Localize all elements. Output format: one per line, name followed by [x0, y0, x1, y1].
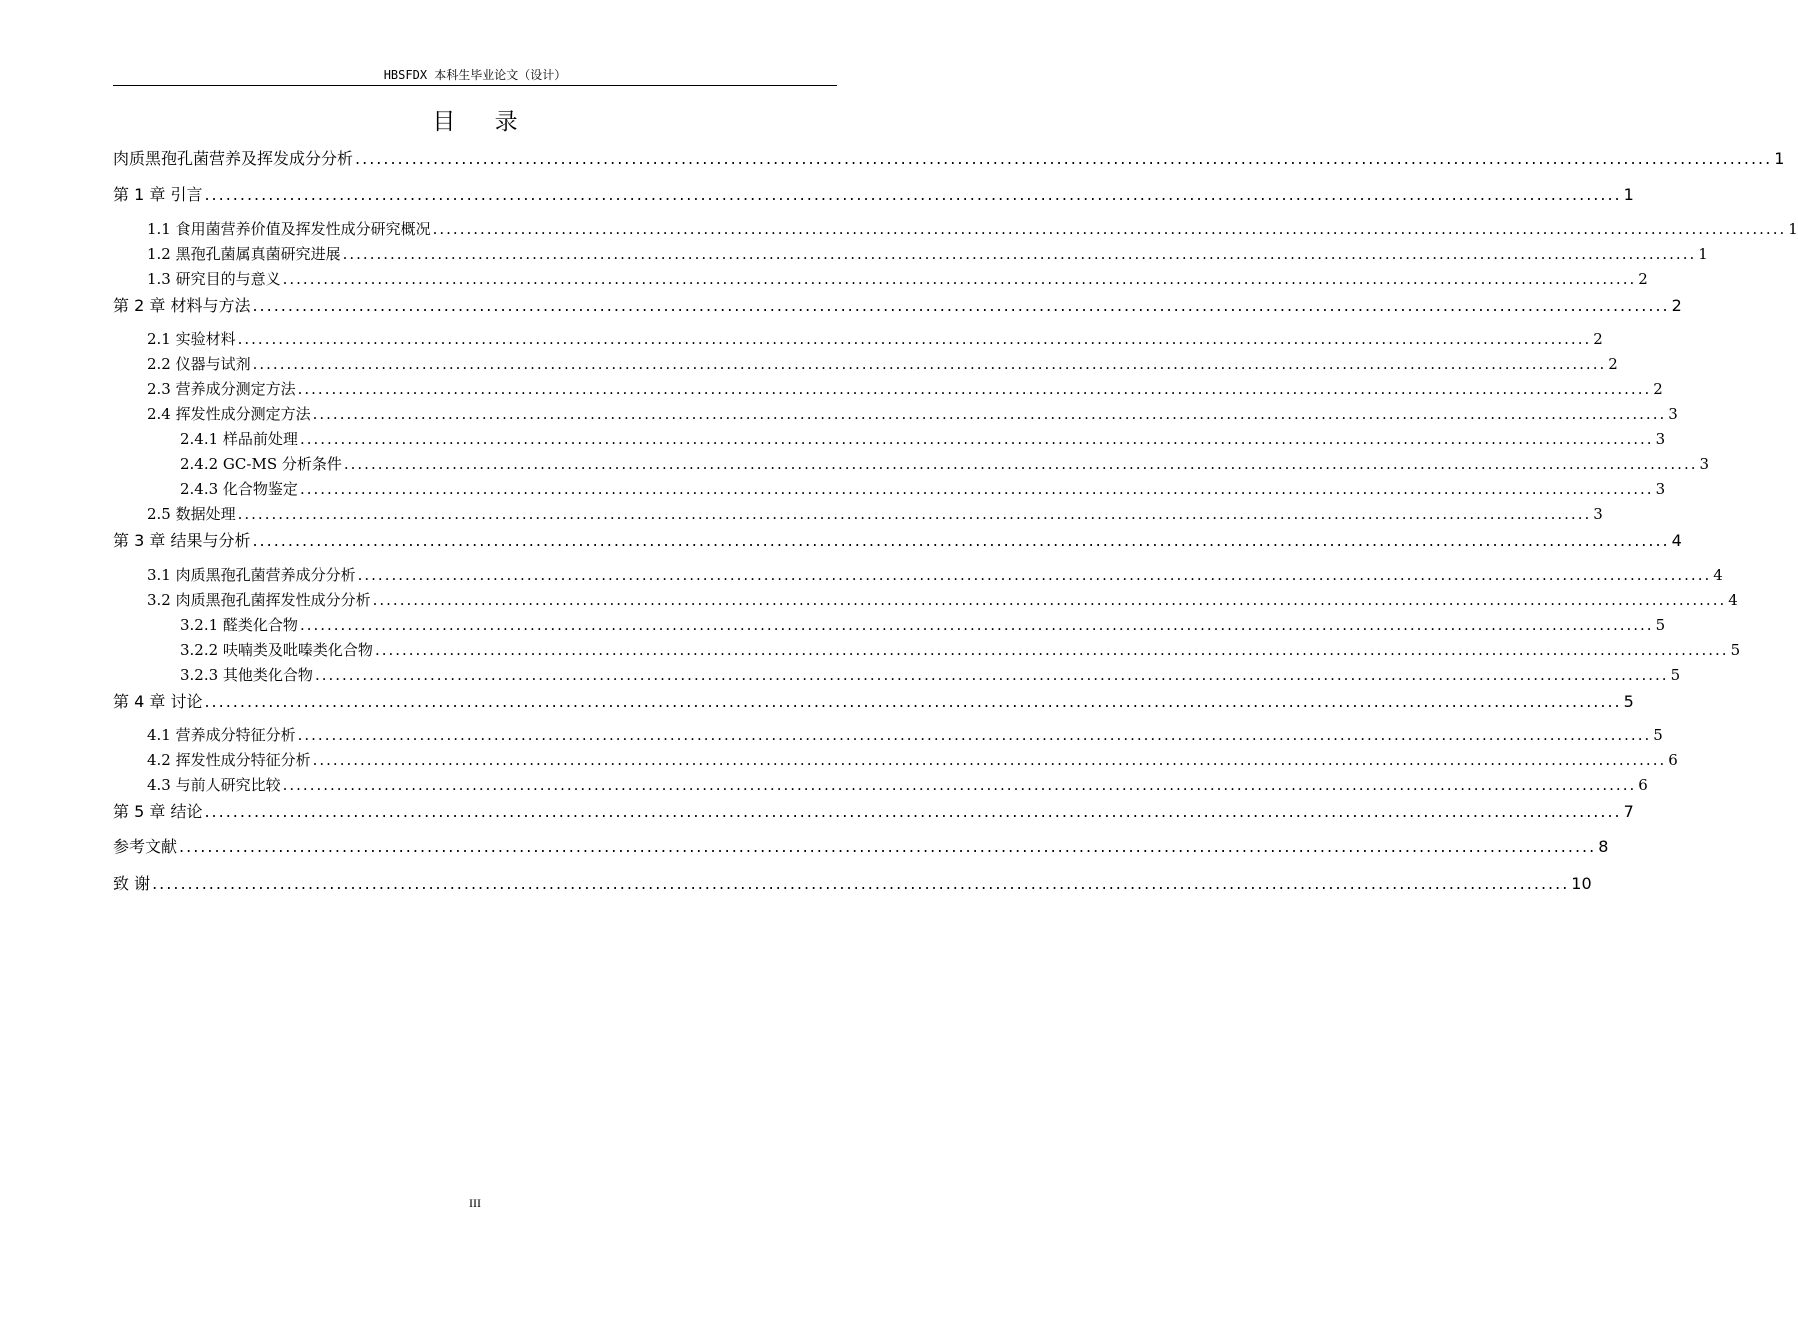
toc-entry[interactable]: [147, 589, 1738, 610]
toc-entry-page: 2: [1638, 270, 1648, 288]
toc-entry-page: 3: [1593, 505, 1603, 523]
toc-leader-dots: ........................................................................................................................................................................................................: [252, 296, 1670, 315]
toc-leader-dots: ........................................................................................................................................................................................................: [299, 480, 1654, 498]
toc-entry[interactable]: [113, 689, 1634, 712]
toc-entry[interactable]: [147, 218, 1798, 239]
toc-entry-label: 3.2.1 醛类化合物: [180, 616, 298, 634]
toc-entry[interactable]: [113, 799, 1634, 822]
toc-entry-label: 4.3 与前人研究比较: [147, 776, 281, 794]
toc-leader-dots: ........................................................................................................................................................................................................: [204, 692, 1622, 711]
toc-entry-page: 1: [1788, 220, 1798, 238]
toc-entry[interactable]: [147, 503, 1603, 524]
toc-entry-page: 2: [1608, 355, 1618, 373]
toc-leader-dots: ........................................................................................................................................................................................................: [252, 531, 1670, 550]
toc-entry-page: 4: [1728, 591, 1738, 609]
toc-entry[interactable]: [147, 378, 1663, 399]
toc-leader-dots: ........................................................................................................................................................................................................: [299, 430, 1654, 448]
page-number: III: [469, 1196, 481, 1210]
toc-entry-page: 5: [1655, 616, 1666, 634]
toc-entry-label: 第 4 章 讨论: [113, 692, 203, 711]
toc-entry[interactable]: [113, 871, 1592, 894]
toc-entry-label: 2.4.3 化合物鉴定: [180, 480, 298, 498]
toc-entry-label: 2.1 实验材料: [147, 330, 236, 348]
toc-leader-dots: ........................................................................................................................................................................................................: [312, 751, 1667, 769]
toc-entry-label: 4.1 营养成分特征分析: [147, 726, 296, 744]
header-rule: [113, 85, 837, 86]
toc-entry[interactable]: [147, 353, 1618, 374]
toc-entry[interactable]: [147, 724, 1663, 745]
toc-leader-dots: ........................................................................................................................................................................................................: [297, 380, 1652, 398]
toc-leader-dots: ........................................................................................................................................................................................................: [252, 355, 1607, 373]
toc-leader-dots: ........................................................................................................................................................................................................: [237, 330, 1592, 348]
toc-entry-page: 1: [1698, 245, 1708, 263]
toc-entry-label: 2.3 营养成分测定方法: [147, 380, 296, 398]
toc-leader-dots: ........................................................................................................................................................................................................: [297, 726, 1652, 744]
toc-entry-page: 2: [1671, 296, 1682, 315]
toc-entry-page: 1: [1623, 185, 1634, 204]
toc-entry-page: 10: [1571, 874, 1592, 893]
toc-entry-label: 2.5 数据处理: [147, 505, 236, 523]
toc-leader-dots: ........................................................................................................................................................................................................: [179, 837, 1597, 856]
toc-entry-label: 第 3 章 结果与分析: [113, 531, 251, 550]
toc-entry-label: 2.4.1 样品前处理: [180, 430, 298, 448]
toc-entry-page: 3: [1655, 430, 1666, 448]
toc-entry[interactable]: [180, 478, 1666, 499]
toc-entry-page: 5: [1670, 666, 1681, 684]
toc-entry-page: 3: [1655, 480, 1666, 498]
toc-leader-dots: ........................................................................................................................................................................................................: [355, 149, 1773, 168]
toc-entry[interactable]: [113, 182, 1634, 205]
toc-entry-label: 1.2 黑孢孔菌属真菌研究进展: [147, 245, 341, 263]
toc-leader-dots: ........................................................................................................................................................................................................: [314, 666, 1669, 684]
toc-entry-label: 第 5 章 结论: [113, 802, 203, 821]
toc-entry[interactable]: [147, 243, 1708, 264]
toc-entry-page: 2: [1593, 330, 1603, 348]
toc-leader-dots: ........................................................................................................................................................................................................: [432, 220, 1787, 238]
toc-entry-page: 7: [1623, 802, 1634, 821]
toc-entry[interactable]: [180, 428, 1666, 449]
toc-entry-label: 致 谢: [113, 874, 151, 893]
toc-entry-label: 3.2 肉质黑孢孔菌挥发性成分分析: [147, 591, 371, 609]
toc-entry[interactable]: [180, 664, 1681, 685]
toc-entry-label: 2.4.2 GC-MS 分析条件: [180, 455, 342, 473]
toc-entry[interactable]: [147, 268, 1648, 289]
toc-leader-dots: ........................................................................................................................................................................................................: [152, 874, 1570, 893]
toc-entry[interactable]: [180, 639, 1741, 660]
page-title: 目 录: [432, 109, 534, 135]
toc-entry[interactable]: [147, 749, 1678, 770]
toc-entry-label: 4.2 挥发性成分特征分析: [147, 751, 311, 769]
toc-entry-label: 第 2 章 材料与方法: [113, 296, 251, 315]
toc-leader-dots: ........................................................................................................................................................................................................: [237, 505, 1592, 523]
toc-entry[interactable]: [113, 293, 1682, 316]
toc-entry-page: 5: [1730, 641, 1741, 659]
toc-leader-dots: ........................................................................................................................................................................................................: [372, 591, 1727, 609]
toc-leader-dots: ........................................................................................................................................................................................................: [204, 185, 1622, 204]
toc-entry[interactable]: [147, 328, 1603, 349]
toc-entry-page: 6: [1668, 751, 1678, 769]
toc-leader-dots: ........................................................................................................................................................................................................: [312, 405, 1667, 423]
toc-entry-page: 8: [1598, 837, 1609, 856]
toc-leader-dots: ........................................................................................................................................................................................................: [204, 802, 1622, 821]
toc-entry-label: 3.1 肉质黑孢孔菌营养成分分析: [147, 566, 356, 584]
toc-entry-label: 2.4 挥发性成分测定方法: [147, 405, 311, 423]
toc-entry[interactable]: [147, 774, 1648, 795]
toc-entry-page: 5: [1623, 692, 1634, 711]
toc-entry-label: 肉质黑孢孔菌营养及挥发成分分析: [113, 149, 354, 168]
toc-entry-label: 第 1 章 引言: [113, 185, 203, 204]
toc-leader-dots: ........................................................................................................................................................................................................: [374, 641, 1729, 659]
toc-entry-page: 5: [1653, 726, 1663, 744]
toc-leader-dots: ........................................................................................................................................................................................................: [282, 270, 1637, 288]
toc-entry-page: 2: [1653, 380, 1663, 398]
toc-entry[interactable]: [113, 528, 1682, 551]
toc-entry[interactable]: [113, 834, 1609, 857]
toc-entry-page: 3: [1668, 405, 1678, 423]
toc-entry-label: 参考文献: [113, 837, 178, 856]
toc-entry-label: 2.2 仪器与试剂: [147, 355, 251, 373]
toc-leader-dots: ........................................................................................................................................................................................................: [343, 455, 1698, 473]
toc-leader-dots: ........................................................................................................................................................................................................: [357, 566, 1712, 584]
toc-entry-page: 6: [1638, 776, 1648, 794]
toc-entry-label: 3.2.2 呋喃类及吡嗪类化合物: [180, 641, 373, 659]
toc-entry-page: 1: [1774, 149, 1785, 168]
toc-leader-dots: ........................................................................................................................................................................................................: [342, 245, 1697, 263]
toc-entry-label: 1.1 食用菌营养价值及挥发性成分研究概况: [147, 220, 431, 238]
toc-entry-page: 3: [1699, 455, 1710, 473]
toc-entry[interactable]: [147, 403, 1678, 424]
toc-entry-page: 4: [1713, 566, 1723, 584]
running-header: HBSFDX 本科生毕业论文（设计）: [383, 68, 567, 82]
toc-entry[interactable]: [147, 564, 1723, 585]
toc-entry[interactable]: [180, 453, 1710, 474]
toc-entry[interactable]: [113, 146, 1785, 169]
toc-leader-dots: ........................................................................................................................................................................................................: [299, 616, 1654, 634]
toc-entry-label: 3.2.3 其他类化合物: [180, 666, 313, 684]
toc-entry-page: 4: [1671, 531, 1682, 550]
toc-entry[interactable]: [180, 614, 1666, 635]
toc-entry-label: 1.3 研究目的与意义: [147, 270, 281, 288]
toc-leader-dots: ........................................................................................................................................................................................................: [282, 776, 1637, 794]
